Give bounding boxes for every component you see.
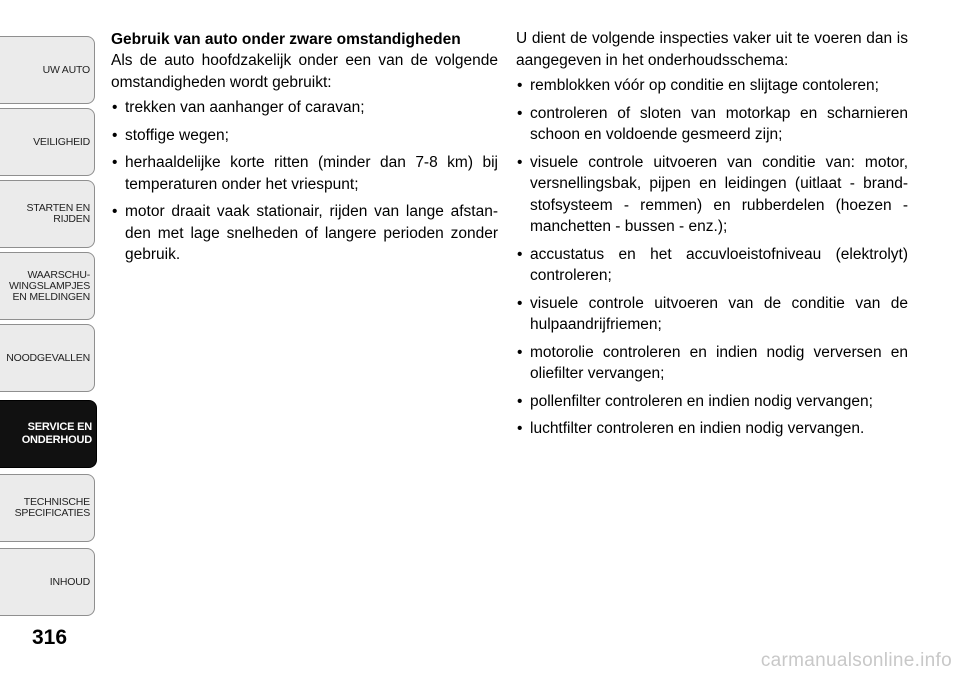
right-column xyxy=(516,28,908,446)
left-list xyxy=(111,97,498,266)
chapter-tabs xyxy=(0,0,100,630)
bullet-icon: • xyxy=(112,99,118,116)
section-heading: Gebruik van auto onder zware omstandigheden xyxy=(111,31,461,48)
left-intro: Als de auto hoofdzakelijk onder een van de volgende omstandigheden wordt gebruikt: xyxy=(111,52,498,91)
list-item: • luchtfilter controleren en indien nodig vervangen. xyxy=(516,418,908,440)
bullet-icon: • xyxy=(517,343,523,361)
bullet-icon: • xyxy=(517,245,523,263)
tab-noodgevallen[interactable]: NOODGEVALLEN xyxy=(0,324,95,392)
list-item: • remblokken vóór op conditie en slijtage contoleren; xyxy=(516,75,908,97)
list-item: • trekken van aanhanger of caravan; xyxy=(111,97,498,119)
tab-uw-auto[interactable]: UW AUTO xyxy=(0,36,95,104)
list-item: • controleren of sloten van motorkap en scharnieren schoon en voldoende gesmeerd zijn; xyxy=(517,104,908,143)
list-item: • visuele controle uitvoeren van conditie van: motor, versnellingsbak, pijpen en leidingen (uitlaat - brandstofsysteem - remmen) en rubberdelen (hoezen - manchetten - bussen - enz.); xyxy=(517,153,908,235)
list-item: • pollenfilter controleren en indien nodig vervangen; xyxy=(516,391,908,413)
page-number: 316 xyxy=(32,626,68,649)
list-item: • herhaaldelijke korte ritten (minder dan 7-8 km) bij temperaturen onder het vriespunt; xyxy=(112,154,498,193)
list-item: • stoffige wegen; xyxy=(111,125,498,147)
bullet-icon: • xyxy=(112,126,118,144)
list-item: • motor draait vaak stationair, rijden van lange afstanden met lage snelheden of langere perioden zonder gebruik. xyxy=(112,203,498,263)
bullet-icon: • xyxy=(517,420,523,437)
bullet-icon: • xyxy=(112,203,118,220)
tab-inhoud[interactable]: INHOUD xyxy=(0,548,95,616)
bullet-icon: • xyxy=(112,154,118,171)
bullet-icon: • xyxy=(517,153,523,171)
right-list xyxy=(516,75,908,440)
tab-veiligheid[interactable]: VEILIGHEID xyxy=(0,108,95,176)
bullet-icon: • xyxy=(517,392,523,410)
tab-waarschuwingslampjes[interactable]: WAARSCHU- WINGSLAMPJES EN MELDINGEN xyxy=(0,252,95,320)
bullet-icon: • xyxy=(517,294,523,312)
tab-technische-specificaties[interactable]: TECHNISCHE SPECIFICATIES xyxy=(0,474,95,542)
list-item: • motorolie controleren en indien nodig verversen en oliefilter vervangen; xyxy=(517,343,908,382)
right-intro: U dient de volgende inspecties vaker uit te voeren dan is aangegeven in het onderhoudsschema: xyxy=(516,30,908,69)
list-item: • accustatus en het accuvloeistofniveau (elektrolyt) controleren; xyxy=(517,245,908,284)
list-item: • visuele controle uitvoeren van de conditie van de hulpaandrijfriemen; xyxy=(517,294,908,333)
bullet-icon: • xyxy=(517,77,523,94)
left-column xyxy=(111,28,498,272)
tab-service-en-onderhoud[interactable]: SERVICE EN ONDERHOUD xyxy=(0,400,97,468)
watermark: carmanualsonline.info xyxy=(760,650,952,671)
tab-starten-en-rijden[interactable]: STARTEN EN RIJDEN xyxy=(0,180,95,248)
bullet-icon: • xyxy=(517,104,523,122)
